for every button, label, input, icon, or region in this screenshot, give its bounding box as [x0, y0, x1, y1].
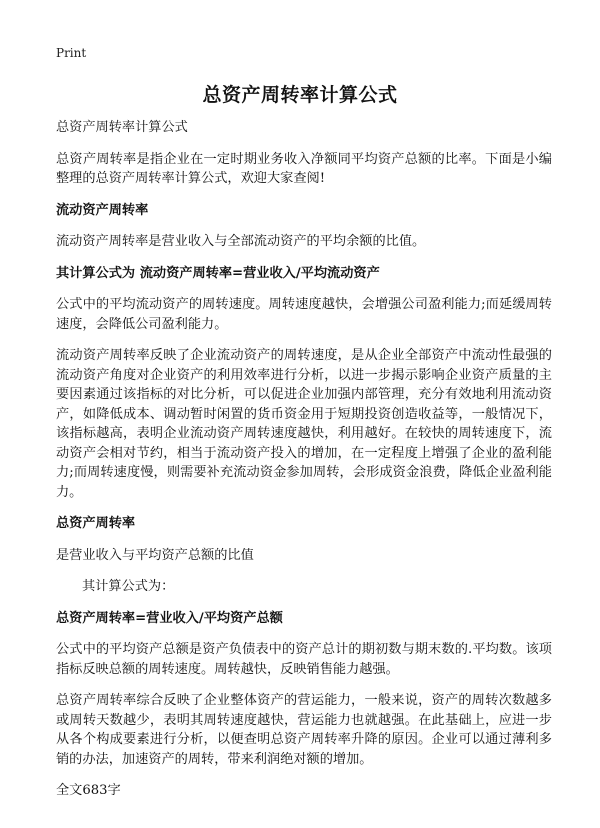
current-asset-definition: 流动资产周转率是营业收入与全部流动资产的平均余额的比值。	[56, 234, 426, 249]
total-asset-formula: 总资产周转率=营业收入/平均资产总额	[56, 610, 283, 626]
section-heading-total-asset-turnover: 总资产周转率	[56, 516, 136, 531]
total-asset-paragraph-1: 公式中的平均资产总额是资产负债表中的资产总计的期初数与期末数的.平均数。该项指标反映总额的周转速度。周转越快，反映销售能力越强。	[56, 642, 552, 677]
total-asset-formula-intro: 其计算公式为：	[82, 579, 175, 594]
total-asset-definition: 是营业收入与平均资产总额的比值	[56, 547, 254, 563]
article-subtitle: 总资产周转率计算公式	[56, 120, 188, 135]
current-asset-paragraph-1: 公式中的平均流动资产的周转速度。周转速度越快，会增强公司盈利能力;而延缓周转速度，会降低公司盈利能力。	[56, 297, 552, 332]
current-asset-paragraph-2: 流动资产周转率反映了企业流动资产的周转速度，是从企业全部资产中流动性最强的流动资产角度对企业资产的利用效率进行分析，以进一步揭示影响企业资产质量的主要因素通过该指标的对比分析，可以促进企业加强内部管理，充分有效地利用流动资产，如降低成本、调动暂时闲置的货币资金用于短期投资创造收益等，一般情况下，该指标越高，表明企业流动资产周转速度越快，利用越好。在较快的周转速度下，流动资产会相对节约，相当于流动资产投入的增加，在一定程度上增强了企业的盈利能力;而周转速度慢，则需要补充流动资金参加周转，会形成资金浪费，降低企业盈利能力。	[56, 348, 552, 500]
page-title: 总资产周转率计算公式	[202, 84, 398, 106]
section-heading-current-asset-turnover: 流动资产周转率	[56, 202, 149, 218]
intro-paragraph: 总资产周转率是指企业在一定时期业务收入净额同平均资产总额的比率。下面是小编整理的总资产周转率计算公式，欢迎大家查阅!	[56, 151, 552, 186]
article-body	[56, 118, 552, 813]
print-link[interactable]: Print	[56, 46, 87, 60]
word-count: 全文683字	[56, 783, 121, 798]
total-asset-paragraph-2: 总资产周转率综合反映了企业整体资产的营运能力，一般来说，资产的周转次数越多或周转天数越少，表明其周转速度越快，营运能力也就越强。在此基础上，应进一步从各个构成要素进行分析，以便查明总资产周转率升降的原因。企业可以通过薄利多销的办法，加速资产的周转，带来利润绝对额的增加。	[56, 693, 552, 767]
current-asset-formula: 其计算公式为 流动资产周转率=营业收入/平均流动资产	[56, 265, 380, 281]
